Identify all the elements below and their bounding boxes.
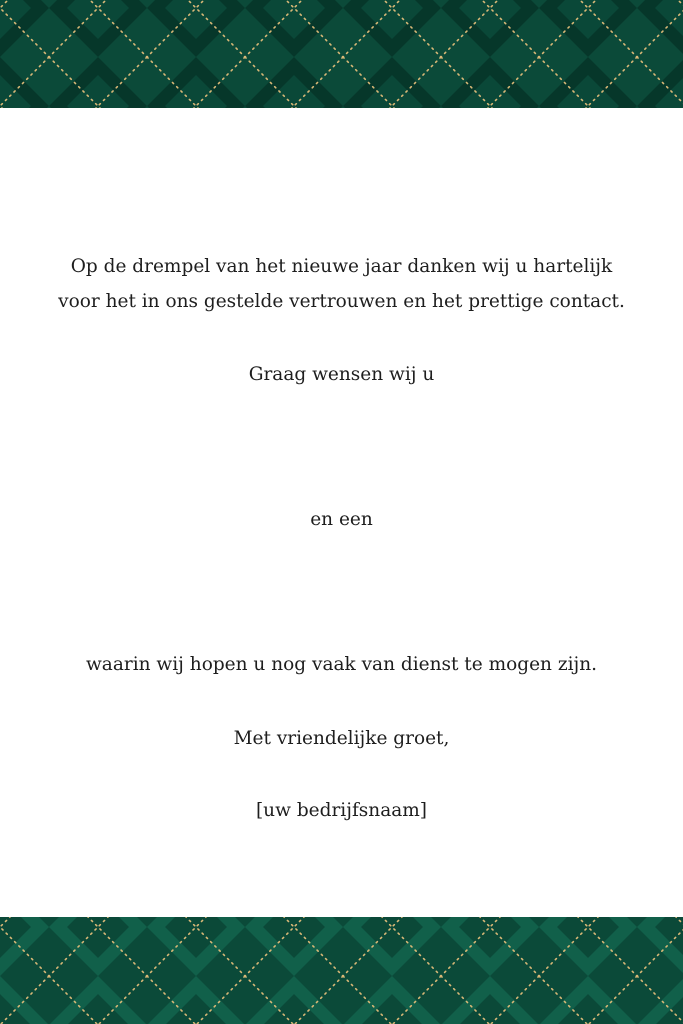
intro-line-2: voor het in ons gestelde vertrouwen en het prettige contact. (58, 291, 625, 312)
signature-placeholder: [uw bedrijfsnaam] (255, 800, 428, 821)
argyle-pattern-top (0, 0, 683, 108)
hope-line: waarin wij hopen u nog vaak van dienst te mogen zijn. (85, 654, 598, 675)
closing-line: Met vriendelijke groet, (233, 728, 450, 749)
connector-line: en een (310, 509, 373, 530)
argyle-band-top (0, 0, 683, 108)
argyle-band-bottom (0, 917, 683, 1024)
intro-line-1: Op de drempel van het nieuwe jaar danken wij u hartelijk (70, 256, 613, 277)
argyle-pattern-bottom (0, 917, 683, 1024)
wish-line: Graag wensen wij u (248, 364, 435, 385)
